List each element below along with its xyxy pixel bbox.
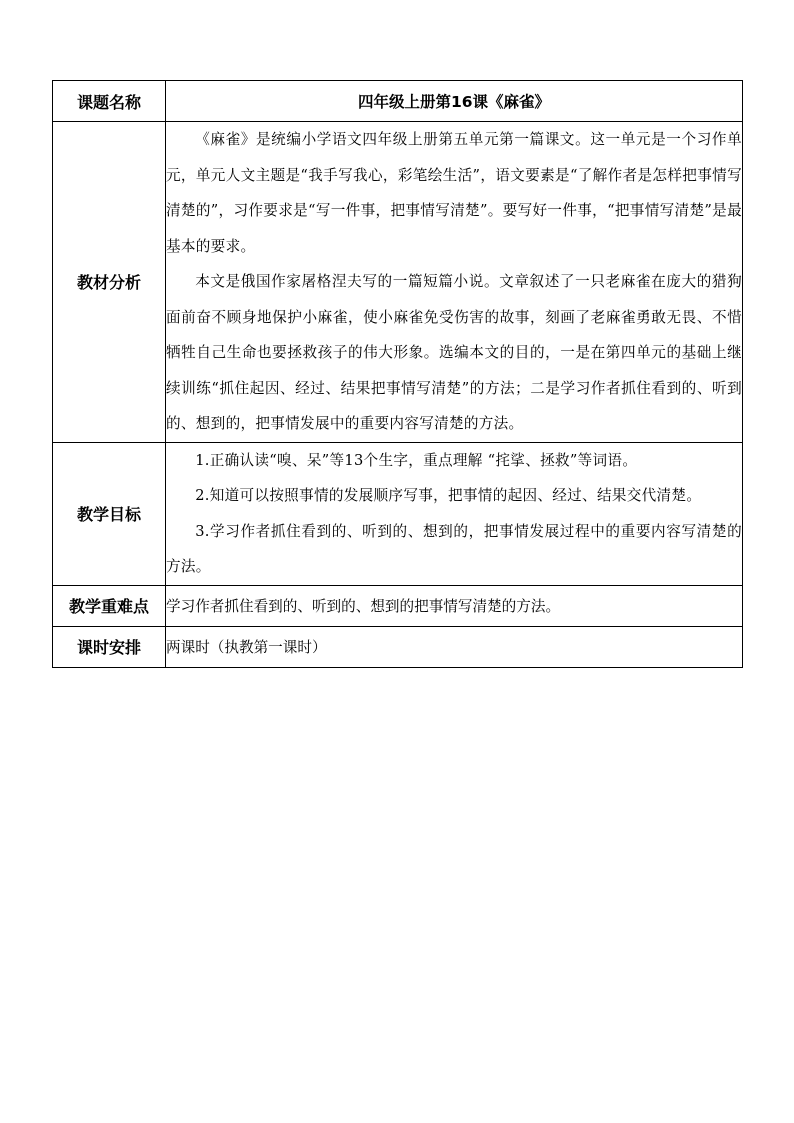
analysis-paragraph-2: 本文是俄国作家屠格涅夫写的一篇短篇小说。文章叙述了一只老麻雀在庞大的猎狗面前奋不顾身地保护小麻雀，使小麻雀免受伤害的故事，刻画了老麻雀勇敢无畏、不惜牺牲自己生命也要拯救孩子的伟大形象。选编本文的目的，一是在第四单元的基础上继续训练“抓住起因、经过、结果把事情写清楚”的方法；二是学习作者抓住看到的、听到的、想到的，把事情发展中的重要内容写清楚的方法。 — [166, 273, 742, 432]
lesson-title: 四年级上册第16课《麻雀》 — [166, 81, 743, 122]
table-row-objectives — [53, 442, 743, 585]
schedule-content: 两课时（执教第一课时） — [166, 626, 743, 667]
analysis-paragraph-1: 《麻雀》是统编小学语文四年级上册第五单元第一篇课文。这一单元是一个习作单元，单元人文主题是“我手写我心，彩笔绘生活”，语文要素是“了解作者是怎样把事情写清楚的”，习作要求是“写一件事，把事情写清楚”。要写好一件事，“把事情写清楚”是最基本的要求。 — [166, 131, 742, 255]
objective-item-1: 1.正确认读“嗅、呆”等13个生字，重点理解 “挓挲、拯救”等词语。 — [195, 451, 638, 469]
row-label-objectives: 教学目标 — [53, 442, 166, 585]
objective-item-3: 3.学习作者抓住看到的、听到的、想到的，把事情发展过程中的重要内容写清楚的方法。 — [166, 522, 742, 575]
table-row-title — [53, 81, 743, 122]
row-label-analysis: 教材分析 — [53, 122, 166, 443]
objectives-content — [166, 442, 743, 585]
table-row-key-points — [53, 585, 743, 626]
key-points-content: 学习作者抓住看到的、听到的、想到的把事情写清楚的方法。 — [166, 585, 743, 626]
objective-item-2: 2.知道可以按照事情的发展顺序写事，把事情的起因、经过、结果交代清楚。 — [195, 487, 702, 504]
lesson-plan-table — [52, 80, 743, 668]
row-label-key-points: 教学重难点 — [53, 585, 166, 626]
row-label-schedule: 课时安排 — [53, 626, 166, 667]
table-row-schedule — [53, 626, 743, 667]
analysis-content — [166, 122, 743, 443]
table-row-analysis — [53, 122, 743, 443]
row-label-title: 课题名称 — [53, 81, 166, 122]
